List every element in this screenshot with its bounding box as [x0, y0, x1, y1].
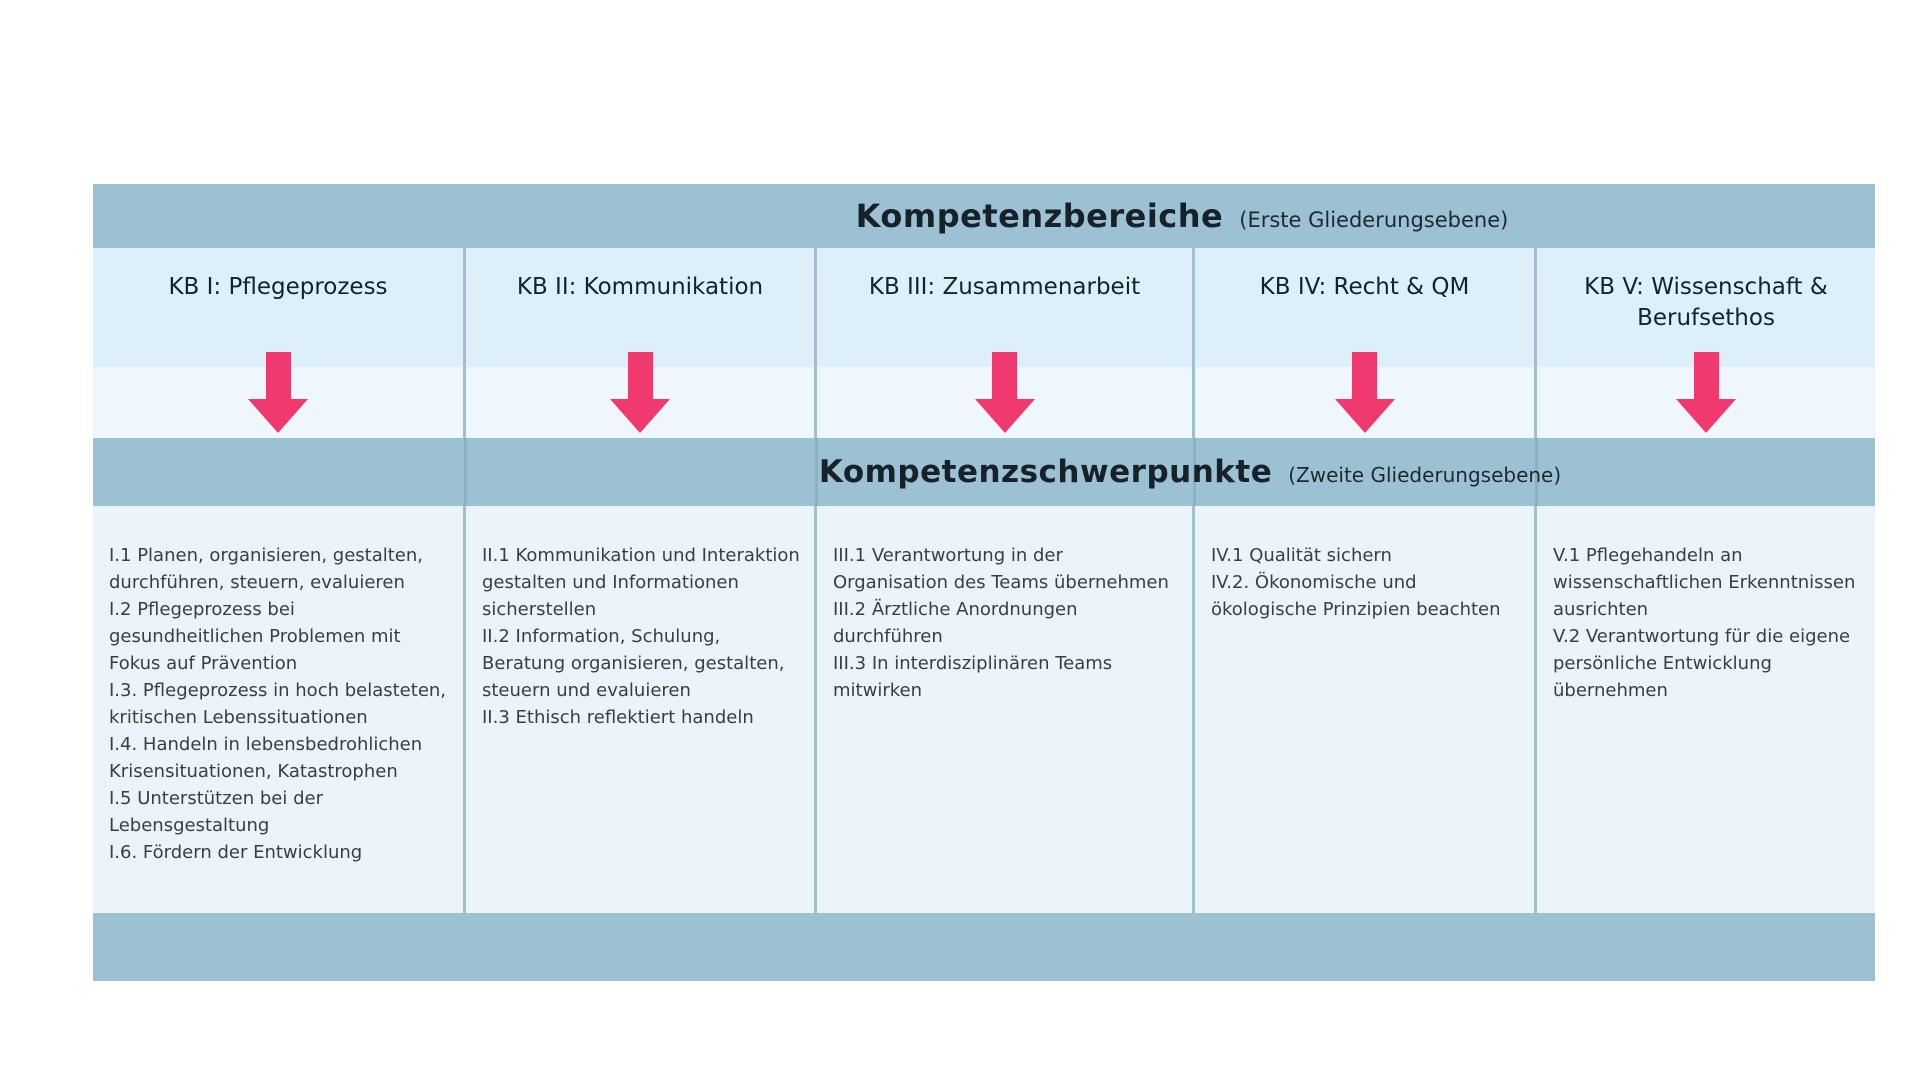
competency-item: I.1 Planen, organisieren, gestalten, durchführen, steuern, evaluieren	[109, 545, 423, 593]
kompetenzschwerpunkte-band	[93, 438, 1875, 506]
column-header-label: KB V: Wissenschaft & Berufsethos	[1584, 274, 1828, 331]
column-header-cell-kb1	[93, 248, 466, 367]
arrow-stem	[992, 352, 1017, 399]
arrow-cell	[1537, 367, 1875, 438]
band2-title: Kompetenzschwerpunkte	[818, 454, 1273, 490]
column-header-label: KB IV: Recht & QM	[1259, 274, 1470, 300]
content-cell-kb1	[93, 506, 466, 913]
competency-item: V.1 Pflegehandeln an wissenschaftlichen Erkenntnissen ausrichten	[1553, 545, 1856, 620]
competency-item: I.4. Handeln in lebensbedrohlichen Krisensituationen, Katastrophen	[109, 734, 423, 782]
band2-subtitle: (Zweite Gliederungsebene)	[1288, 463, 1562, 487]
arrow-cell	[93, 367, 466, 438]
arrow-head	[248, 399, 308, 433]
column-header-label: KB I: Pflegeprozess	[168, 274, 388, 300]
down-arrow-icon	[610, 352, 670, 433]
competency-item: I.2 Pflegeprozess bei gesundheitlichen Problemen mit Fokus auf Prävention	[109, 599, 401, 674]
arrow-head	[610, 399, 670, 433]
competency-item: I.6. Fördern der Entwicklung	[109, 842, 363, 863]
competency-item: II.2 Information, Schulung, Beratung organisieren, gestalten, steuern und evaluieren	[482, 626, 785, 701]
band1-subtitle: (Erste Gliederungsebene)	[1239, 208, 1509, 232]
arrow-head	[975, 399, 1035, 433]
arrow-stem	[1694, 352, 1719, 399]
competency-item: III.3 In interdisziplinären Teams mitwirken	[833, 653, 1113, 701]
competency-item: I.3. Pflegeprozess in hoch belasteten, kritischen Lebenssituationen	[109, 680, 447, 728]
competency-content-row	[93, 506, 1875, 913]
arrow-stem	[628, 352, 653, 399]
column-header-cell-kb3	[817, 248, 1195, 367]
arrow-stem	[266, 352, 291, 399]
competency-item: II.3 Ethisch reflektiert handeln	[482, 707, 754, 728]
arrow-row	[93, 367, 1875, 438]
kompetenzbereiche-band	[93, 184, 1875, 248]
arrow-head	[1676, 399, 1736, 433]
column-headers-row	[93, 248, 1875, 367]
arrow-cell	[817, 367, 1195, 438]
content-cell-kb5	[1537, 506, 1875, 913]
arrow-cell	[466, 367, 817, 438]
column-header-label: KB II: Kommunikation	[516, 274, 764, 300]
competency-item: IV.2. Ökonomische und ökologische Prinzipien beachten	[1211, 572, 1501, 620]
arrow-cell	[1195, 367, 1537, 438]
band-separator	[464, 438, 467, 506]
bottom-band	[93, 913, 1875, 981]
band1-title-group	[856, 197, 1509, 235]
down-arrow-icon	[975, 352, 1035, 433]
competency-item: V.2 Verantwortung für die eigene persönliche Entwicklung übernehmen	[1553, 626, 1851, 701]
competency-item: III.2 Ärztliche Anordnungen durchführen	[833, 599, 1078, 647]
down-arrow-icon	[248, 352, 308, 433]
competency-item: II.1 Kommunikation und Interaktion gestalten und Informationen sicherstellen	[482, 545, 800, 620]
competency-item: IV.1 Qualität sichern	[1211, 545, 1392, 566]
content-cell-kb3	[817, 506, 1195, 913]
band1-title: Kompetenzbereiche	[855, 197, 1224, 235]
competency-item: I.5 Unterstützen bei der Lebensgestaltung	[109, 788, 323, 836]
arrow-head	[1335, 399, 1395, 433]
column-header-cell-kb2	[466, 248, 817, 367]
content-cell-kb4	[1195, 506, 1537, 913]
band2-title-group	[819, 454, 1561, 490]
column-header-cell-kb5	[1537, 248, 1875, 367]
arrow-stem	[1352, 352, 1377, 399]
down-arrow-icon	[1676, 352, 1736, 433]
band-separator	[815, 438, 818, 506]
column-header-label: KB III: Zusammenarbeit	[868, 274, 1141, 300]
content-cell-kb2	[466, 506, 817, 913]
competency-item: III.1 Verantwortung in der Organisation des Teams übernehmen	[833, 545, 1169, 593]
down-arrow-icon	[1335, 352, 1395, 433]
competency-diagram	[93, 184, 1875, 981]
column-header-cell-kb4	[1195, 248, 1537, 367]
